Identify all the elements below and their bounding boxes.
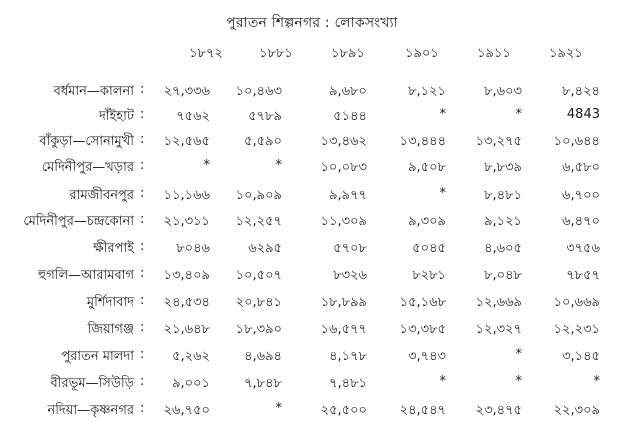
table-row bbox=[0, 107, 624, 133]
population-cell: ২৪,৫৩৪ bbox=[163, 295, 210, 310]
population-cell: * bbox=[593, 374, 600, 389]
population-cell: ৬,৫৮০ bbox=[562, 160, 600, 175]
population-cell: ১২,৩২৭ bbox=[475, 322, 522, 337]
population-cell: ২৫,৫০০ bbox=[320, 403, 367, 418]
table-row bbox=[0, 212, 624, 238]
place-name: ক্ষীরপাই bbox=[93, 241, 134, 256]
population-cell: ৫,৫৯০ bbox=[244, 134, 282, 149]
population-cell: ৫৭৮৯ bbox=[248, 109, 282, 124]
population-cell: ৮০৪৬ bbox=[176, 241, 210, 256]
place-name: নদিয়া—কৃষ্ণনগর bbox=[47, 403, 134, 418]
population-cell: ১৩,৪০৯ bbox=[163, 268, 210, 283]
place-name: মুর্শিদাবাদ bbox=[86, 295, 134, 310]
population-cell: ১০,৪৬৩ bbox=[235, 84, 282, 99]
population-cell: * bbox=[275, 401, 282, 416]
population-cell: ৮২৮১ bbox=[412, 268, 446, 283]
population-cell: * bbox=[275, 158, 282, 173]
population-cell: ৯,৫০৮ bbox=[408, 160, 446, 175]
colon-separator: : bbox=[140, 347, 145, 362]
population-cell: ১০,৬৬৯ bbox=[553, 295, 600, 310]
population-cell: ৮,০৪৮ bbox=[484, 268, 522, 283]
colon-separator: : bbox=[140, 158, 145, 173]
population-cell: ১২,২৫৭ bbox=[235, 214, 282, 229]
year-header-cell: ১৯২১ bbox=[549, 46, 583, 61]
population-cell: ১৩,২৭৫ bbox=[475, 134, 522, 149]
table-row bbox=[0, 347, 624, 373]
year-header-cell: ১৯১১ bbox=[477, 46, 511, 61]
population-cell: ১১,১৬৬ bbox=[163, 188, 210, 203]
colon-separator: : bbox=[140, 266, 145, 281]
population-cell: * bbox=[515, 347, 522, 362]
year-header-cell: ১৮৮১ bbox=[259, 46, 293, 61]
place-name: দাঁইহাট bbox=[98, 109, 134, 124]
population-cell: ২১,৩১১ bbox=[163, 214, 210, 229]
population-cell: ১৮,৮৯৯ bbox=[320, 295, 367, 310]
population-cell: ১১,৩০৯ bbox=[320, 214, 367, 229]
population-cell: ১৩,৩৮৫ bbox=[399, 322, 446, 337]
place-name: বীরভূম—সিউড়ি bbox=[50, 376, 134, 391]
population-cell: ৯,৬৮০ bbox=[329, 84, 367, 99]
population-cell: ৫,২৬২ bbox=[172, 349, 210, 364]
population-cell: ৮,৪৮১ bbox=[484, 188, 522, 203]
table-row bbox=[0, 293, 624, 319]
population-cell: ৭৮৫৭ bbox=[566, 268, 600, 283]
table-row bbox=[0, 266, 624, 292]
population-cell: ১৩,৪৬২ bbox=[320, 134, 367, 149]
population-cell: ১৩,৪৪৪ bbox=[399, 134, 446, 149]
population-cell: ৭৫৬২ bbox=[176, 109, 210, 124]
population-cell: ২৪,৫৪৭ bbox=[399, 403, 446, 418]
population-cell: ১০,৯০৯ bbox=[235, 188, 282, 203]
population-cell: * bbox=[439, 107, 446, 122]
population-cell: ৪,৬০৫ bbox=[484, 241, 522, 256]
table-row bbox=[0, 82, 624, 108]
population-cell: ৩,৭৪৩ bbox=[408, 349, 446, 364]
population-cell: ৬,৭০০ bbox=[562, 188, 600, 203]
population-cell: * bbox=[439, 374, 446, 389]
population-cell: ১২,৫৬৫ bbox=[163, 134, 210, 149]
population-cell: ৮,৪২৪ bbox=[562, 84, 600, 99]
population-cell: ৭,৪৮১ bbox=[329, 376, 367, 391]
population-cell: ১০,৬৪৪ bbox=[553, 134, 600, 149]
colon-separator: : bbox=[140, 320, 145, 335]
table-row bbox=[0, 158, 624, 184]
population-cell: ৬২৯৫ bbox=[248, 241, 282, 256]
population-cell: ১৫,১৬৮ bbox=[399, 295, 446, 310]
place-name: জিয়াগঞ্জ bbox=[87, 322, 134, 337]
place-name: হুগলি—আরামবাগ bbox=[37, 268, 134, 283]
population-cell: ৯,১২১ bbox=[484, 214, 522, 229]
population-cell: * bbox=[515, 107, 522, 122]
year-header-cell: ১৯০১ bbox=[405, 46, 439, 61]
colon-separator: : bbox=[140, 212, 145, 227]
population-cell: ১০,৫০৭ bbox=[235, 268, 282, 283]
table-row bbox=[0, 239, 624, 265]
population-cell: ২৩,৪৭৫ bbox=[475, 403, 522, 418]
year-header-cell: ১৮৯১ bbox=[331, 46, 365, 61]
place-name: পুরাতন মালদা bbox=[61, 349, 134, 364]
population-cell: ১৬,৫৭৭ bbox=[320, 322, 367, 337]
table-row bbox=[0, 132, 624, 158]
colon-separator: : bbox=[140, 401, 145, 416]
population-cell: ৪,১৭৮ bbox=[329, 349, 367, 364]
colon-separator: : bbox=[140, 82, 145, 97]
page-title: পুরাতন শিল্পনগর : লোকসংখ্যা bbox=[226, 15, 398, 31]
population-cell: ১০,০৮৩ bbox=[320, 160, 367, 175]
population-cell: ১২,৬৬৯ bbox=[475, 295, 522, 310]
population-cell: ৯,৩০৯ bbox=[408, 214, 446, 229]
table-row bbox=[0, 401, 624, 427]
population-cell: ২২,৩০৯ bbox=[553, 403, 600, 418]
table-row bbox=[0, 374, 624, 400]
population-cell: ৪,৬৯৪ bbox=[244, 349, 282, 364]
colon-separator: : bbox=[140, 107, 145, 122]
table-row bbox=[0, 320, 624, 346]
population-cell: * bbox=[203, 158, 210, 173]
colon-separator: : bbox=[140, 132, 145, 147]
population-cell: ১২,২৩১ bbox=[553, 322, 600, 337]
population-cell: ৭,৮৪৮ bbox=[244, 376, 282, 391]
colon-separator: : bbox=[140, 186, 145, 201]
place-name: রামজীবনপুর bbox=[69, 188, 134, 203]
population-cell: ৫১৪৪ bbox=[333, 109, 367, 124]
population-cell: ৩,১৪৫ bbox=[562, 349, 600, 364]
population-cell: ২৭,৩৩৬ bbox=[163, 84, 210, 99]
population-cell: ৮৩২৬ bbox=[333, 268, 367, 283]
place-name: বর্ধমান—কালনা bbox=[53, 84, 134, 99]
place-name: মেদিনীপুর—চন্দ্রকোনা bbox=[23, 214, 134, 229]
colon-separator: : bbox=[140, 374, 145, 389]
population-cell: ৮,১২১ bbox=[408, 84, 446, 99]
colon-separator: : bbox=[140, 293, 145, 308]
population-cell: ২৬,৭৫০ bbox=[163, 403, 210, 418]
population-cell: ২০,৮৪১ bbox=[235, 295, 282, 310]
table-row bbox=[0, 186, 624, 212]
population-cell: ৯,০০১ bbox=[172, 376, 210, 391]
population-cell: ১৮,৩৯০ bbox=[235, 322, 282, 337]
population-cell: ৫০৪৫ bbox=[412, 241, 446, 256]
population-cell: ৬,৪৭০ bbox=[562, 214, 600, 229]
population-cell: ৮,৮৩৯ bbox=[484, 160, 522, 175]
place-name: মেদিনীপুর—খড়ার bbox=[41, 160, 134, 175]
population-cell: * bbox=[439, 186, 446, 201]
population-cell: ২১,৬৪৮ bbox=[163, 322, 210, 337]
population-cell: ৯,৯৭৭ bbox=[329, 188, 367, 203]
population-cell: ৮,৬০৩ bbox=[484, 84, 522, 99]
population-cell: ৫৭০৮ bbox=[333, 241, 367, 256]
population-cell: ৩৭৫৬ bbox=[566, 241, 600, 256]
colon-separator: : bbox=[140, 239, 145, 254]
population-cell: * bbox=[515, 374, 522, 389]
population-cell: 4843 bbox=[566, 107, 600, 122]
year-header-cell: ১৮৭২ bbox=[189, 46, 223, 61]
place-name: বাঁকুড়া—সোনামুখী bbox=[39, 134, 134, 149]
